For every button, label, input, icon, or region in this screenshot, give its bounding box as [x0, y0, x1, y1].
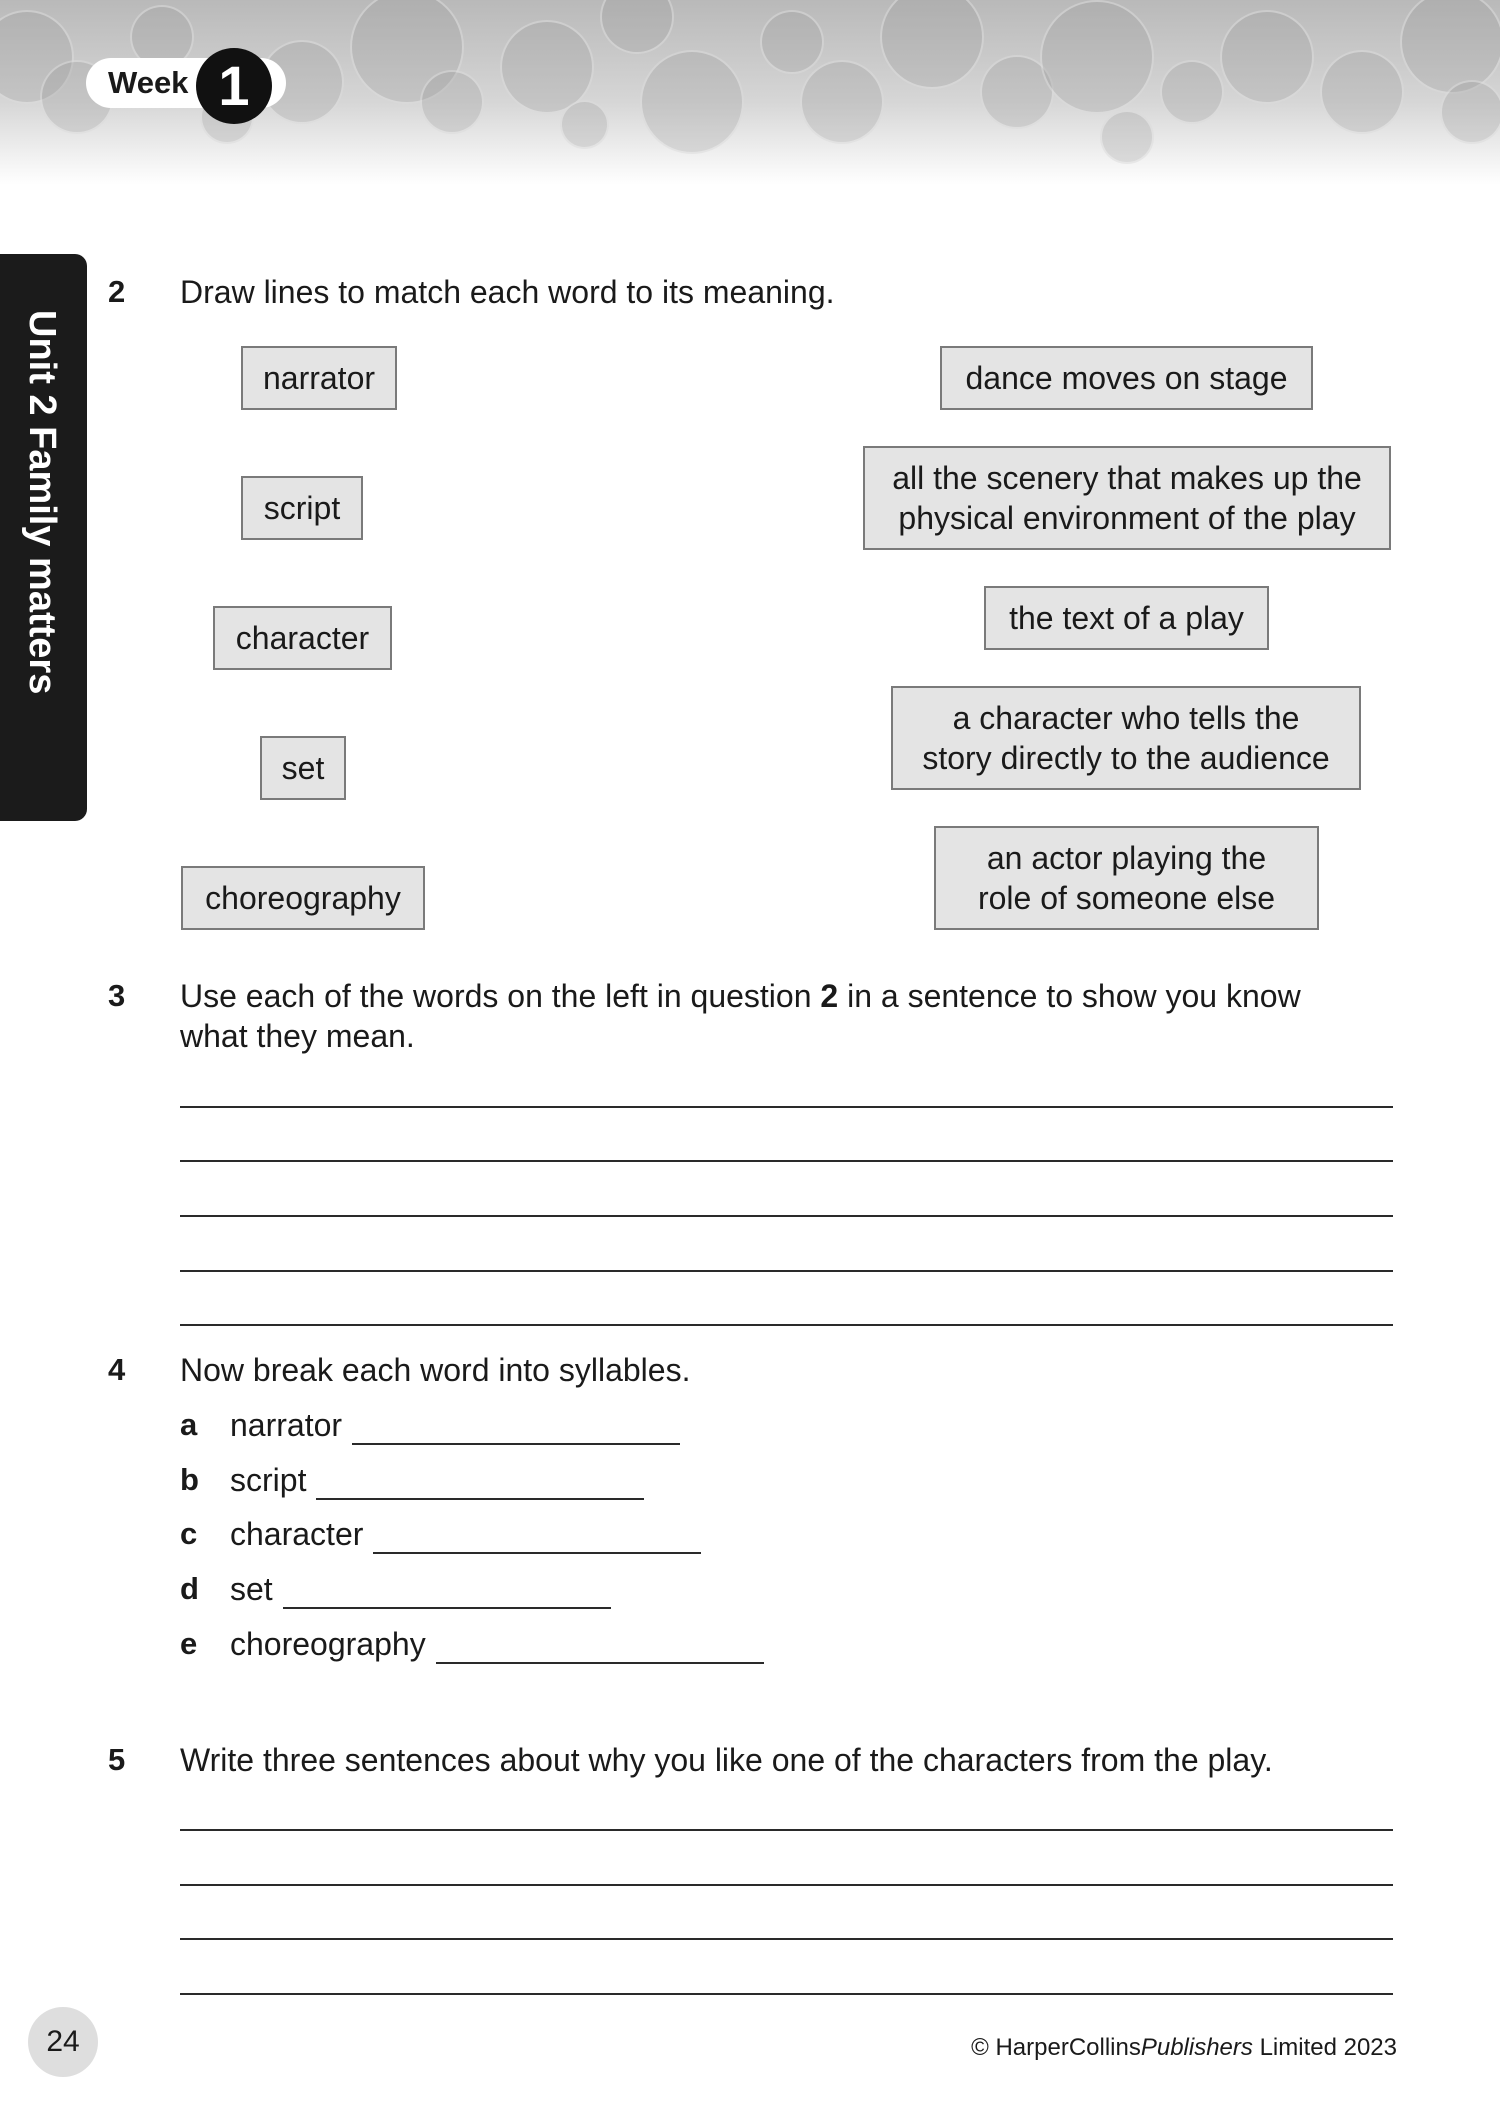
item-letter: c — [180, 1516, 198, 1551]
item-letter: d — [180, 1571, 199, 1606]
syllable-answer-line[interactable] — [436, 1632, 764, 1664]
syllable-item-set — [230, 1569, 611, 1609]
word-box-script[interactable]: script — [241, 476, 363, 540]
week-label: Week — [108, 65, 189, 100]
meaning-text: dance moves on stage — [965, 360, 1288, 396]
answer-line[interactable] — [180, 1829, 1393, 1831]
answer-line[interactable] — [180, 1270, 1393, 1272]
prompt-text: what they mean. — [180, 1018, 415, 1054]
item-letter: b — [180, 1462, 199, 1497]
item-word: narrator — [230, 1407, 343, 1443]
prompt-question-ref: 2 — [820, 978, 839, 1014]
meaning-box-narrator[interactable] — [891, 686, 1361, 790]
meaning-text-line: physical environment of the play — [898, 500, 1356, 536]
meaning-box-dance[interactable] — [940, 346, 1313, 410]
question-prompt: Draw lines to match each word to its meaning. — [180, 274, 835, 310]
copyright-publisher: Publishers — [1140, 2034, 1253, 2061]
question-number: 2 — [108, 274, 126, 309]
answer-line[interactable] — [180, 1938, 1393, 1940]
meaning-text: the text of a play — [1009, 600, 1244, 636]
syllable-answer-line[interactable] — [373, 1522, 701, 1554]
meaning-text-line: story directly to the audience — [922, 740, 1330, 776]
answer-line[interactable] — [180, 1884, 1393, 1886]
question-number: 4 — [108, 1352, 126, 1387]
answer-line[interactable] — [180, 1160, 1393, 1162]
syllable-item-script — [230, 1460, 644, 1500]
meaning-text-line: a character who tells the — [952, 700, 1300, 736]
question-prompt: Now break each word into syllables. — [180, 1352, 691, 1388]
meaning-box-set[interactable] — [863, 446, 1391, 550]
syllable-answer-line[interactable] — [283, 1577, 611, 1609]
copyright-notice — [971, 2033, 1397, 2063]
word-box-choreography[interactable]: choreography — [181, 866, 425, 930]
question-prompt — [180, 976, 1410, 1056]
question-prompt: Write three sentences about why you like one of the characters from the play. — [180, 1742, 1273, 1778]
question-number: 3 — [108, 978, 126, 1013]
question-number: 5 — [108, 1742, 126, 1777]
prompt-text: in a sentence to show you know — [838, 978, 1301, 1014]
answer-line[interactable] — [180, 1993, 1393, 1995]
item-word: set — [230, 1571, 273, 1607]
syllable-answer-line[interactable] — [316, 1468, 644, 1500]
item-letter: e — [180, 1626, 198, 1661]
meaning-box-script[interactable] — [984, 586, 1269, 650]
syllable-item-character — [230, 1514, 701, 1554]
week-number: 1 — [196, 48, 272, 124]
meaning-text-line: an actor playing the — [986, 840, 1267, 876]
item-word: choreography — [230, 1626, 426, 1662]
syllable-answer-line[interactable] — [352, 1413, 680, 1445]
syllable-item-narrator — [230, 1405, 680, 1445]
word-box-character[interactable]: character — [213, 606, 392, 670]
meaning-text-line: role of someone else — [977, 880, 1276, 916]
answer-line[interactable] — [180, 1324, 1393, 1326]
word-box-narrator[interactable]: narrator — [241, 346, 397, 410]
page-number: 24 — [28, 2007, 98, 2077]
item-word: character — [230, 1516, 364, 1552]
word-box-set[interactable]: set — [260, 736, 346, 800]
meaning-text-line: all the scenery that makes up the — [892, 460, 1362, 496]
answer-line[interactable] — [180, 1215, 1393, 1217]
prompt-text: Use each of the words on the left in question — [180, 978, 821, 1014]
unit-title: Unit 2 Family matters — [21, 310, 63, 695]
item-word: script — [230, 1462, 307, 1498]
meaning-box-character[interactable] — [934, 826, 1319, 930]
item-letter: a — [180, 1407, 198, 1442]
syllable-item-choreography — [230, 1624, 764, 1664]
answer-line[interactable] — [180, 1106, 1393, 1108]
copyright-text: © HarperCollins — [971, 2034, 1141, 2061]
copyright-text: Limited 2023 — [1252, 2034, 1397, 2061]
